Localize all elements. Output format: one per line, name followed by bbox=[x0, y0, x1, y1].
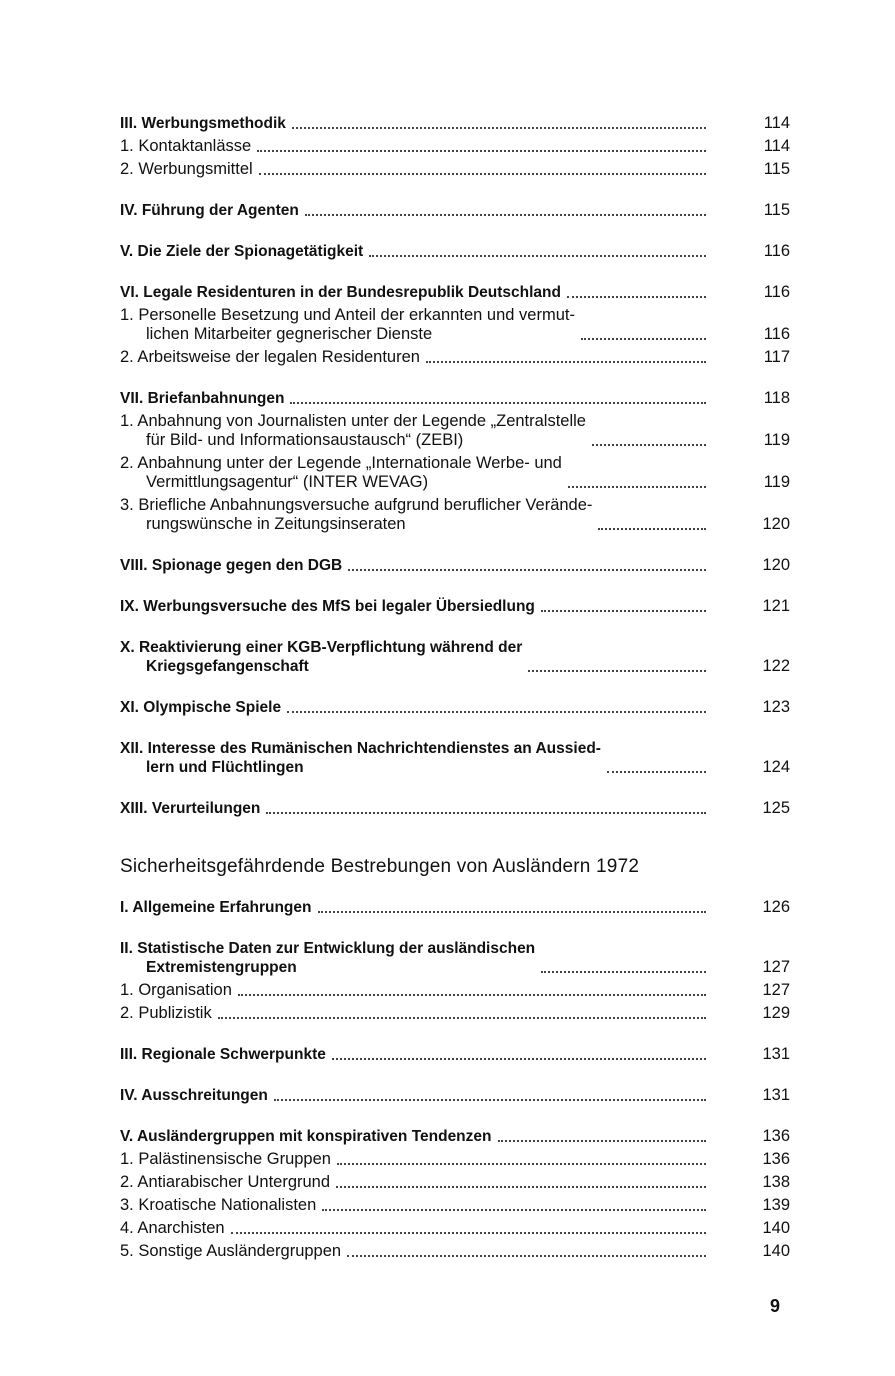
dot-leader bbox=[218, 1017, 706, 1019]
table-of-contents-part-1 bbox=[120, 110, 790, 818]
toc-entry-page: 116 bbox=[763, 283, 790, 301]
dot-leader bbox=[332, 1058, 706, 1060]
toc-entry bbox=[120, 977, 790, 1000]
toc-entry bbox=[120, 1064, 790, 1105]
toc-entry-title-line: 1. Kontaktanlässe bbox=[120, 137, 252, 155]
toc-entry-title-line: III. Regionale Schwerpunkte bbox=[120, 1046, 326, 1063]
toc-entry-page: 119 bbox=[763, 431, 790, 449]
page-number: 9 bbox=[770, 1296, 781, 1316]
dot-leader bbox=[231, 1232, 706, 1234]
toc-entry bbox=[120, 1000, 790, 1023]
dot-leader bbox=[259, 173, 706, 175]
toc-entry-title bbox=[120, 454, 562, 492]
toc-entry-title-continuation: Vermittlungsagentur“ (INTER WEVAG) bbox=[146, 473, 429, 491]
toc-entry-title-line: 3. Briefliche Anbahnungsversuche aufgrund beruflicher Verände- bbox=[120, 496, 593, 514]
dot-leader bbox=[567, 296, 706, 298]
toc-entry-page: 124 bbox=[762, 758, 790, 776]
toc-entry-title-line: 2. Antiarabischer Untergrund bbox=[120, 1173, 331, 1191]
toc-entry-title bbox=[120, 283, 561, 302]
table-of-contents-part-2 bbox=[120, 894, 790, 1261]
dot-leader bbox=[369, 255, 706, 257]
toc-entry bbox=[120, 917, 790, 977]
toc-entry-title bbox=[120, 1045, 326, 1064]
toc-entry-title-line: 1. Palästinensische Gruppen bbox=[120, 1150, 331, 1168]
dot-leader bbox=[287, 711, 706, 713]
toc-entry-page: 123 bbox=[762, 698, 790, 716]
dot-leader bbox=[568, 486, 706, 488]
dot-leader bbox=[337, 1163, 706, 1165]
dot-leader bbox=[541, 610, 706, 612]
toc-entry-page: 136 bbox=[762, 1150, 790, 1168]
toc-entry-title-line: 5. Sonstige Ausländergruppen bbox=[120, 1242, 342, 1260]
toc-entry-title bbox=[120, 1086, 268, 1105]
toc-entry-title-line: 1. Personelle Besetzung und Anteil der erkannten und vermut- bbox=[120, 306, 575, 324]
dot-leader bbox=[607, 771, 706, 773]
toc-entry bbox=[120, 1238, 790, 1261]
toc-entry-title bbox=[120, 1150, 331, 1169]
toc-entry bbox=[120, 492, 790, 534]
toc-entry-title-line: 3. Kroatische Nationalisten bbox=[120, 1196, 317, 1214]
toc-entry-page: 138 bbox=[762, 1173, 790, 1191]
toc-entry-title bbox=[120, 799, 260, 818]
toc-entry-title-line: II. Statistische Daten zur Entwicklung der ausländischen bbox=[120, 940, 536, 957]
toc-entry-title-continuation: rungswünsche in Zeitungsinseraten bbox=[146, 515, 406, 533]
dot-leader bbox=[541, 971, 706, 973]
dot-leader bbox=[592, 444, 706, 446]
toc-entry-title-line: I. Allgemeine Erfahrungen bbox=[120, 899, 312, 916]
toc-entry-title bbox=[120, 389, 284, 408]
toc-entry-page: 118 bbox=[763, 389, 790, 407]
toc-entry-page: 115 bbox=[763, 201, 790, 219]
dot-leader bbox=[266, 812, 706, 814]
toc-entry bbox=[120, 1146, 790, 1169]
toc-entry-page: 126 bbox=[762, 898, 790, 916]
toc-entry-page: 121 bbox=[762, 597, 790, 615]
toc-entry-title-line: 2. Publizistik bbox=[120, 1004, 212, 1022]
toc-entry-title-line: XI. Olympische Spiele bbox=[120, 699, 282, 716]
toc-entry-title bbox=[120, 698, 281, 717]
toc-entry-title bbox=[120, 1242, 341, 1261]
toc-entry-title-line: III. Werbungsmethodik bbox=[120, 115, 286, 132]
toc-entry-page: 127 bbox=[762, 958, 790, 976]
toc-entry-title bbox=[120, 1173, 330, 1192]
toc-entry-title-line: 2. Werbungsmittel bbox=[120, 160, 253, 178]
dot-leader bbox=[290, 402, 706, 404]
dot-leader bbox=[348, 569, 706, 571]
toc-entry bbox=[120, 1169, 790, 1192]
toc-entry-title bbox=[120, 496, 592, 534]
toc-entry-title bbox=[120, 898, 312, 917]
toc-entry-title bbox=[120, 597, 535, 616]
dot-leader bbox=[528, 670, 706, 672]
toc-entry bbox=[120, 367, 790, 408]
toc-entry-page: 120 bbox=[762, 515, 790, 533]
toc-entry bbox=[120, 179, 790, 220]
toc-entry-title bbox=[120, 638, 522, 676]
toc-entry bbox=[120, 220, 790, 261]
toc-entry-title bbox=[120, 114, 286, 133]
toc-entry-title-line: IV. Führung der Agenten bbox=[120, 202, 299, 219]
dot-leader bbox=[318, 911, 707, 913]
toc-entry-title-continuation: Kriegsgefangenschaft bbox=[146, 658, 309, 675]
toc-entry-page: 114 bbox=[763, 137, 790, 155]
toc-entry-title-line: V. Ausländergruppen mit konspirativen Tendenzen bbox=[120, 1128, 492, 1145]
toc-entry-page: 136 bbox=[762, 1127, 790, 1145]
dot-leader bbox=[238, 994, 706, 996]
toc-entry bbox=[120, 616, 790, 676]
toc-entry bbox=[120, 676, 790, 717]
toc-entry bbox=[120, 133, 790, 156]
toc-entry bbox=[120, 1215, 790, 1238]
toc-entry bbox=[120, 110, 790, 133]
toc-entry-page: 120 bbox=[762, 556, 790, 574]
toc-entry-page: 116 bbox=[763, 242, 790, 260]
toc-entry-page: 131 bbox=[762, 1045, 790, 1063]
toc-entry-title-continuation: lichen Mitarbeiter gegnerischer Dienste bbox=[146, 325, 433, 343]
toc-entry bbox=[120, 156, 790, 179]
toc-entry-page: 127 bbox=[762, 981, 790, 999]
toc-entry-title-line: VI. Legale Residenturen in der Bundesrepublik Deutschland bbox=[120, 284, 561, 301]
section-title: Sicherheitsgefährdende Bestrebungen von Ausländern 1972 bbox=[120, 856, 640, 877]
dot-leader bbox=[257, 150, 706, 152]
toc-entry-title-line: VIII. Spionage gegen den DGB bbox=[120, 557, 343, 574]
dot-leader bbox=[292, 127, 706, 129]
toc-entry bbox=[120, 1105, 790, 1146]
toc-entry-title bbox=[120, 1219, 225, 1238]
toc-entry-page: 116 bbox=[763, 325, 790, 343]
toc-entry-page: 140 bbox=[762, 1219, 790, 1237]
toc-entry-title-continuation: Extremistengruppen bbox=[146, 959, 297, 976]
dot-leader bbox=[347, 1255, 706, 1257]
dot-leader bbox=[426, 361, 706, 363]
toc-entry bbox=[120, 894, 790, 917]
toc-entry bbox=[120, 1023, 790, 1064]
dot-leader bbox=[274, 1099, 706, 1101]
toc-entry-page: 139 bbox=[762, 1196, 790, 1214]
toc-entry-page: 140 bbox=[762, 1242, 790, 1260]
toc-entry-title-line: X. Reaktivierung einer KGB-Verpflichtung während der bbox=[120, 639, 523, 656]
toc-entry-title bbox=[120, 739, 601, 777]
toc-entry-title bbox=[120, 348, 420, 367]
toc-entry-title bbox=[120, 556, 342, 575]
toc-entry-title bbox=[120, 939, 535, 977]
dot-leader bbox=[598, 528, 706, 530]
dot-leader bbox=[581, 338, 706, 340]
dot-leader bbox=[305, 214, 706, 216]
toc-entry-page: 114 bbox=[763, 114, 790, 132]
toc-entry bbox=[120, 408, 790, 450]
toc-entry-title-line: 2. Arbeitsweise der legalen Residenturen bbox=[120, 348, 420, 366]
toc-entry-page: 125 bbox=[762, 799, 790, 817]
toc-entry-title-continuation: für Bild- und Informationsaustausch“ (ZEBI) bbox=[146, 431, 464, 449]
toc-entry bbox=[120, 450, 790, 492]
toc-entry-title bbox=[120, 1004, 212, 1023]
toc-entry-title bbox=[120, 981, 232, 1000]
toc-entry-page: 115 bbox=[763, 160, 790, 178]
toc-entry-title-line: 1. Anbahnung von Journalisten unter der Legende „Zentralstelle bbox=[120, 412, 586, 430]
toc-entry-title-line: 2. Anbahnung unter der Legende „Internationale Werbe- und bbox=[120, 454, 562, 472]
dot-leader bbox=[336, 1186, 706, 1188]
toc-entry-title bbox=[120, 1196, 316, 1215]
toc-entry bbox=[120, 777, 790, 818]
toc-entry bbox=[120, 1192, 790, 1215]
toc-entry bbox=[120, 534, 790, 575]
toc-entry bbox=[120, 302, 790, 344]
dot-leader bbox=[498, 1140, 707, 1142]
toc-entry bbox=[120, 261, 790, 302]
toc-entry-page: 119 bbox=[763, 473, 790, 491]
toc-entry-title-line: VII. Briefanbahnungen bbox=[120, 390, 285, 407]
toc-entry bbox=[120, 344, 790, 367]
dot-leader bbox=[322, 1209, 706, 1211]
toc-entry-title-line: XIII. Verurteilungen bbox=[120, 800, 261, 817]
toc-entry-title bbox=[120, 1127, 492, 1146]
toc-entry-title-line: IV. Ausschreitungen bbox=[120, 1087, 268, 1104]
toc-entry-page: 131 bbox=[762, 1086, 790, 1104]
toc-entry-title bbox=[120, 242, 363, 261]
toc-entry-title bbox=[120, 160, 253, 179]
toc-entry-title bbox=[120, 412, 586, 450]
toc-entry-title-line: IX. Werbungsversuche des MfS bei legaler Übersiedlung bbox=[120, 598, 535, 615]
toc-entry-title-line: 4. Anarchisten bbox=[120, 1219, 225, 1237]
toc-entry-title-line: 1. Organisation bbox=[120, 981, 232, 999]
toc-entry-page: 129 bbox=[762, 1004, 790, 1022]
toc-entry bbox=[120, 717, 790, 777]
toc-entry-page: 117 bbox=[763, 348, 790, 366]
toc-entry-title bbox=[120, 306, 575, 344]
toc-entry-title-continuation: lern und Flüchtlingen bbox=[146, 759, 304, 776]
toc-entry-title-line: V. Die Ziele der Spionagetätigkeit bbox=[120, 243, 364, 260]
toc-entry-title bbox=[120, 201, 299, 220]
toc-entry bbox=[120, 575, 790, 616]
toc-entry-title bbox=[120, 137, 251, 156]
toc-entry-page: 122 bbox=[762, 657, 790, 675]
toc-entry-title-line: XII. Interesse des Rumänischen Nachrichtendienstes an Aussied- bbox=[120, 740, 601, 757]
